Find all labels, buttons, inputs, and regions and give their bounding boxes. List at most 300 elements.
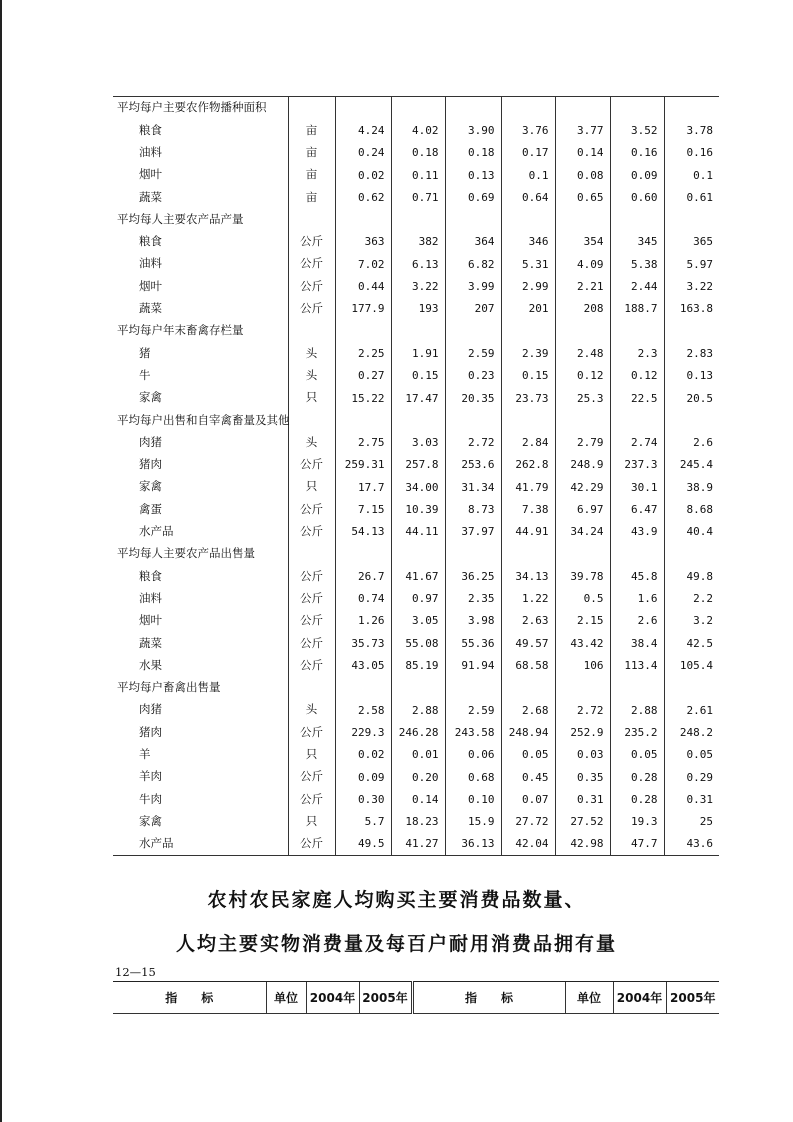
value-cell: 20.35 [445,387,501,409]
unit-cell [288,208,335,230]
value-cell: 18.23 [391,811,445,833]
value-cell: 0.20 [391,766,445,788]
value-cell: 41.79 [501,476,555,498]
value-cell: 0.44 [335,275,391,297]
unit-cell: 头 [288,699,335,721]
value-cell: 0.12 [610,365,664,387]
value-cell: 36.25 [445,565,501,587]
value-cell: 91.94 [445,654,501,676]
value-cell: 43.9 [610,521,664,543]
rural-household-statistics-table [113,96,719,856]
table-row [113,811,719,833]
value-cell: 31.34 [445,476,501,498]
value-cell: 382 [391,231,445,253]
value-cell: 49.57 [501,632,555,654]
table-row [113,610,719,632]
section-label: 平均每户年末畜禽存栏量 [117,323,244,338]
value-cell: 39.78 [555,565,610,587]
value-cell: 1.22 [501,588,555,610]
value-cell: 49.8 [664,565,719,587]
table-row [113,521,719,543]
value-cell [610,320,664,342]
unit-cell: 公斤 [288,231,335,253]
header-2004-right: 2004年 [613,982,666,1014]
row-label: 油料 [139,590,162,605]
value-cell: 2.99 [501,275,555,297]
value-cell: 2.59 [445,342,501,364]
value-cell: 3.22 [391,275,445,297]
section-title-line1: 农村农民家庭人均购买主要消费品数量、 [207,889,586,911]
value-cell: 188.7 [610,298,664,320]
value-cell: 0.14 [555,142,610,164]
value-cell: 248.9 [555,454,610,476]
value-cell [664,543,719,565]
value-cell: 2.88 [391,699,445,721]
table-row [113,498,719,520]
value-cell: 25 [664,811,719,833]
value-cell: 26.7 [335,565,391,587]
value-cell [501,677,555,699]
value-cell: 7.15 [335,498,391,520]
header-row [113,982,719,1014]
value-cell [664,97,719,120]
value-cell: 3.03 [391,431,445,453]
value-cell: 85.19 [391,654,445,676]
unit-cell [288,320,335,342]
row-label: 烟叶 [139,613,162,628]
row-label: 水产品 [113,833,288,856]
value-cell: 0.31 [664,788,719,810]
row-label: 家禽 [139,479,162,494]
value-cell [501,208,555,230]
unit-cell: 只 [288,387,335,409]
value-cell: 0.16 [664,142,719,164]
unit-cell: 公斤 [288,565,335,587]
value-cell: 2.61 [664,699,719,721]
value-cell [664,208,719,230]
value-cell: 34.00 [391,476,445,498]
row-label: 蔬菜 [139,635,162,650]
unit-cell: 亩 [288,186,335,208]
header-2005-left: 2005年 [359,982,412,1014]
unit-cell: 公斤 [288,275,335,297]
table-row [113,298,719,320]
value-cell: 3.2 [664,610,719,632]
table-row [113,833,719,856]
value-cell: 2.48 [555,342,610,364]
value-cell: 0.18 [445,142,501,164]
section-label: 平均每人主要农产品出售量 [117,546,255,561]
unit-cell: 公斤 [288,788,335,810]
value-cell: 0.05 [664,744,719,766]
value-cell [335,409,391,431]
value-cell [501,320,555,342]
unit-cell: 公斤 [288,521,335,543]
value-cell: 252.9 [555,721,610,743]
table-row [113,632,719,654]
unit-cell [288,543,335,565]
value-cell: 0.03 [555,744,610,766]
value-cell: 3.76 [501,119,555,141]
value-cell [391,677,445,699]
unit-cell: 只 [288,744,335,766]
value-cell: 0.5 [555,588,610,610]
table-row [113,476,719,498]
table-row [113,565,719,587]
value-cell: 0.68 [445,766,501,788]
value-cell: 2.2 [664,588,719,610]
value-cell: 248.94 [501,721,555,743]
unit-cell: 公斤 [288,632,335,654]
table-row [113,164,719,186]
unit-cell: 公斤 [288,721,335,743]
row-label: 羊肉 [139,769,162,784]
value-cell: 2.83 [664,342,719,364]
value-cell: 20.5 [664,387,719,409]
unit-cell: 公斤 [288,654,335,676]
value-cell: 0.02 [335,164,391,186]
unit-cell: 公斤 [288,253,335,275]
table-row [113,431,719,453]
table-body [113,97,719,856]
value-cell: 42.5 [664,632,719,654]
value-cell: 5.38 [610,253,664,275]
header-2004-left: 2004年 [306,982,359,1014]
value-cell: 0.28 [610,766,664,788]
value-cell: 0.27 [335,365,391,387]
row-label: 牛肉 [139,791,162,806]
value-cell: 208 [555,298,610,320]
value-cell: 163.8 [664,298,719,320]
table-row [113,119,719,141]
value-cell: 3.52 [610,119,664,141]
row-label: 烟叶 [139,167,162,182]
value-cell: 10.39 [391,498,445,520]
value-cell: 0.05 [501,744,555,766]
value-cell: 2.74 [610,431,664,453]
value-cell: 237.3 [610,454,664,476]
row-label: 家禽 [139,813,162,828]
value-cell: 354 [555,231,610,253]
value-cell: 229.3 [335,721,391,743]
value-cell: 259.31 [335,454,391,476]
value-cell [391,543,445,565]
value-cell [610,97,664,120]
unit-cell: 公斤 [288,610,335,632]
table-row [113,654,719,676]
value-cell: 262.8 [501,454,555,476]
value-cell: 68.58 [501,654,555,676]
unit-cell: 只 [288,476,335,498]
value-cell: 0.28 [610,788,664,810]
value-cell: 38.9 [664,476,719,498]
value-cell: 0.62 [335,186,391,208]
value-cell [555,677,610,699]
section-header-row [113,97,719,120]
unit-cell [288,409,335,431]
value-cell: 2.25 [335,342,391,364]
value-cell: 49.5 [335,833,391,856]
value-cell: 27.52 [555,811,610,833]
value-cell: 0.97 [391,588,445,610]
value-cell: 3.99 [445,275,501,297]
value-cell [391,320,445,342]
header-unit-right: 单位 [565,982,613,1014]
value-cell: 2.75 [335,431,391,453]
unit-cell: 亩 [288,142,335,164]
value-cell: 27.72 [501,811,555,833]
value-cell: 1.91 [391,342,445,364]
unit-cell: 头 [288,365,335,387]
value-cell: 3.77 [555,119,610,141]
value-cell: 345 [610,231,664,253]
value-cell: 0.18 [391,142,445,164]
value-cell: 8.68 [664,498,719,520]
value-cell: 3.90 [445,119,501,141]
value-cell: 106 [555,654,610,676]
value-cell [335,97,391,120]
value-cell: 0.65 [555,186,610,208]
value-cell [501,409,555,431]
value-cell [445,97,501,120]
value-cell [555,97,610,120]
unit-cell: 头 [288,342,335,364]
table-row [113,721,719,743]
value-cell: 19.3 [610,811,664,833]
value-cell [501,543,555,565]
unit-cell: 亩 [288,164,335,186]
value-cell [445,208,501,230]
value-cell: 0.1 [664,164,719,186]
value-cell: 8.73 [445,498,501,520]
value-cell: 47.7 [610,833,664,856]
section-header-row [113,208,719,230]
consumption-table-header [113,981,719,1014]
value-cell [664,677,719,699]
value-cell: 0.45 [501,766,555,788]
value-cell: 246.28 [391,721,445,743]
value-cell: 243.58 [445,721,501,743]
value-cell: 2.15 [555,610,610,632]
header-indicator-left: 指 标 [113,982,266,1014]
value-cell: 0.31 [555,788,610,810]
value-cell: 43.05 [335,654,391,676]
header-unit-left: 单位 [266,982,306,1014]
value-cell: 2.72 [445,431,501,453]
row-label: 烟叶 [139,278,162,293]
section-label: 平均每人主要农产品产量 [117,211,244,226]
value-cell: 25.3 [555,387,610,409]
table-row [113,231,719,253]
unit-cell: 公斤 [288,833,335,856]
value-cell: 2.35 [445,588,501,610]
value-cell [555,409,610,431]
row-label: 粮食 [139,568,162,583]
value-cell: 0.10 [445,788,501,810]
row-label: 家禽 [139,390,162,405]
row-label: 粮食 [139,234,162,249]
value-cell: 6.97 [555,498,610,520]
section-header-row [113,543,719,565]
row-label: 肉猪 [139,702,162,717]
value-cell: 23.73 [501,387,555,409]
value-cell [335,677,391,699]
value-cell: 5.97 [664,253,719,275]
value-cell: 0.15 [391,365,445,387]
value-cell: 2.79 [555,431,610,453]
value-cell [501,97,555,120]
value-cell: 248.2 [664,721,719,743]
value-cell: 22.5 [610,387,664,409]
value-cell [391,208,445,230]
value-cell: 35.73 [335,632,391,654]
value-cell [391,409,445,431]
value-cell: 0.01 [391,744,445,766]
value-cell: 4.09 [555,253,610,275]
table-row [113,186,719,208]
value-cell: 34.24 [555,521,610,543]
value-cell: 0.16 [610,142,664,164]
value-cell: 0.15 [501,365,555,387]
value-cell: 42.04 [501,833,555,856]
value-cell: 37.97 [445,521,501,543]
unit-cell: 头 [288,431,335,453]
value-cell [445,320,501,342]
value-cell [445,677,501,699]
row-label: 油料 [139,144,162,159]
value-cell: 6.13 [391,253,445,275]
table-row [113,588,719,610]
table-row [113,744,719,766]
value-cell: 45.8 [610,565,664,587]
unit-cell: 公斤 [288,454,335,476]
value-cell: 2.44 [610,275,664,297]
row-label: 水果 [139,657,162,672]
value-cell: 207 [445,298,501,320]
value-cell: 6.82 [445,253,501,275]
row-label: 油料 [139,256,162,271]
value-cell [555,543,610,565]
value-cell: 105.4 [664,654,719,676]
table-row [113,766,719,788]
unit-cell: 只 [288,811,335,833]
unit-cell [288,97,335,120]
table-row [113,387,719,409]
value-cell: 3.98 [445,610,501,632]
value-cell [335,208,391,230]
value-cell: 1.6 [610,588,664,610]
value-cell: 177.9 [335,298,391,320]
value-cell [335,320,391,342]
header-2005-right: 2005年 [666,982,719,1014]
value-cell: 193 [391,298,445,320]
table-row [113,699,719,721]
value-cell: 44.11 [391,521,445,543]
row-label: 禽蛋 [139,501,162,516]
value-cell: 0.23 [445,365,501,387]
value-cell: 4.24 [335,119,391,141]
value-cell: 40.4 [664,521,719,543]
value-cell [610,677,664,699]
row-label: 蔬菜 [139,189,162,204]
value-cell: 365 [664,231,719,253]
row-label: 水产品 [139,524,174,539]
value-cell: 3.22 [664,275,719,297]
value-cell: 30.1 [610,476,664,498]
row-label: 猪 [139,345,151,360]
table-row [113,142,719,164]
row-label: 肉猪 [139,434,162,449]
section-label: 平均每户出售和自宰禽畜量及其他 [117,412,290,427]
value-cell: 2.68 [501,699,555,721]
value-cell: 6.47 [610,498,664,520]
value-cell: 0.11 [391,164,445,186]
row-label: 猪肉 [139,724,162,739]
value-cell [335,543,391,565]
unit-cell: 公斤 [288,298,335,320]
value-cell: 2.59 [445,699,501,721]
value-cell: 245.4 [664,454,719,476]
value-cell: 42.29 [555,476,610,498]
value-cell: 15.9 [445,811,501,833]
row-label: 蔬菜 [139,301,162,316]
value-cell: 43.6 [664,833,719,856]
row-label: 羊 [139,747,151,761]
value-cell: 0.69 [445,186,501,208]
value-cell: 7.38 [501,498,555,520]
value-cell [555,320,610,342]
value-cell: 2.39 [501,342,555,364]
table-row [113,454,719,476]
value-cell: 2.6 [664,431,719,453]
table-row [113,253,719,275]
value-cell: 17.47 [391,387,445,409]
value-cell: 2.88 [610,699,664,721]
value-cell: 3.05 [391,610,445,632]
value-cell [445,543,501,565]
value-cell: 0.08 [555,164,610,186]
value-cell: 2.84 [501,431,555,453]
value-cell: 0.13 [664,365,719,387]
value-cell: 43.42 [555,632,610,654]
value-cell [391,97,445,120]
value-cell: 257.8 [391,454,445,476]
value-cell: 0.09 [335,766,391,788]
section-title-line2: 人均主要实物消费量及每百户耐用消费品拥有量 [175,933,617,955]
value-cell: 17.7 [335,476,391,498]
value-cell: 5.7 [335,811,391,833]
row-label: 牛 [139,367,151,382]
value-cell: 201 [501,298,555,320]
value-cell [445,409,501,431]
value-cell: 7.02 [335,253,391,275]
value-cell: 0.14 [391,788,445,810]
value-cell: 0.71 [391,186,445,208]
section-label: 平均每户主要农作物播种面积 [113,97,288,120]
value-cell: 0.24 [335,142,391,164]
value-cell: 0.07 [501,788,555,810]
value-cell: 44.91 [501,521,555,543]
value-cell [610,543,664,565]
unit-cell: 公斤 [288,498,335,520]
value-cell: 41.27 [391,833,445,856]
value-cell [610,208,664,230]
value-cell: 364 [445,231,501,253]
section-header-row [113,409,719,431]
table-row [113,365,719,387]
table-row [113,788,719,810]
value-cell: 2.58 [335,699,391,721]
